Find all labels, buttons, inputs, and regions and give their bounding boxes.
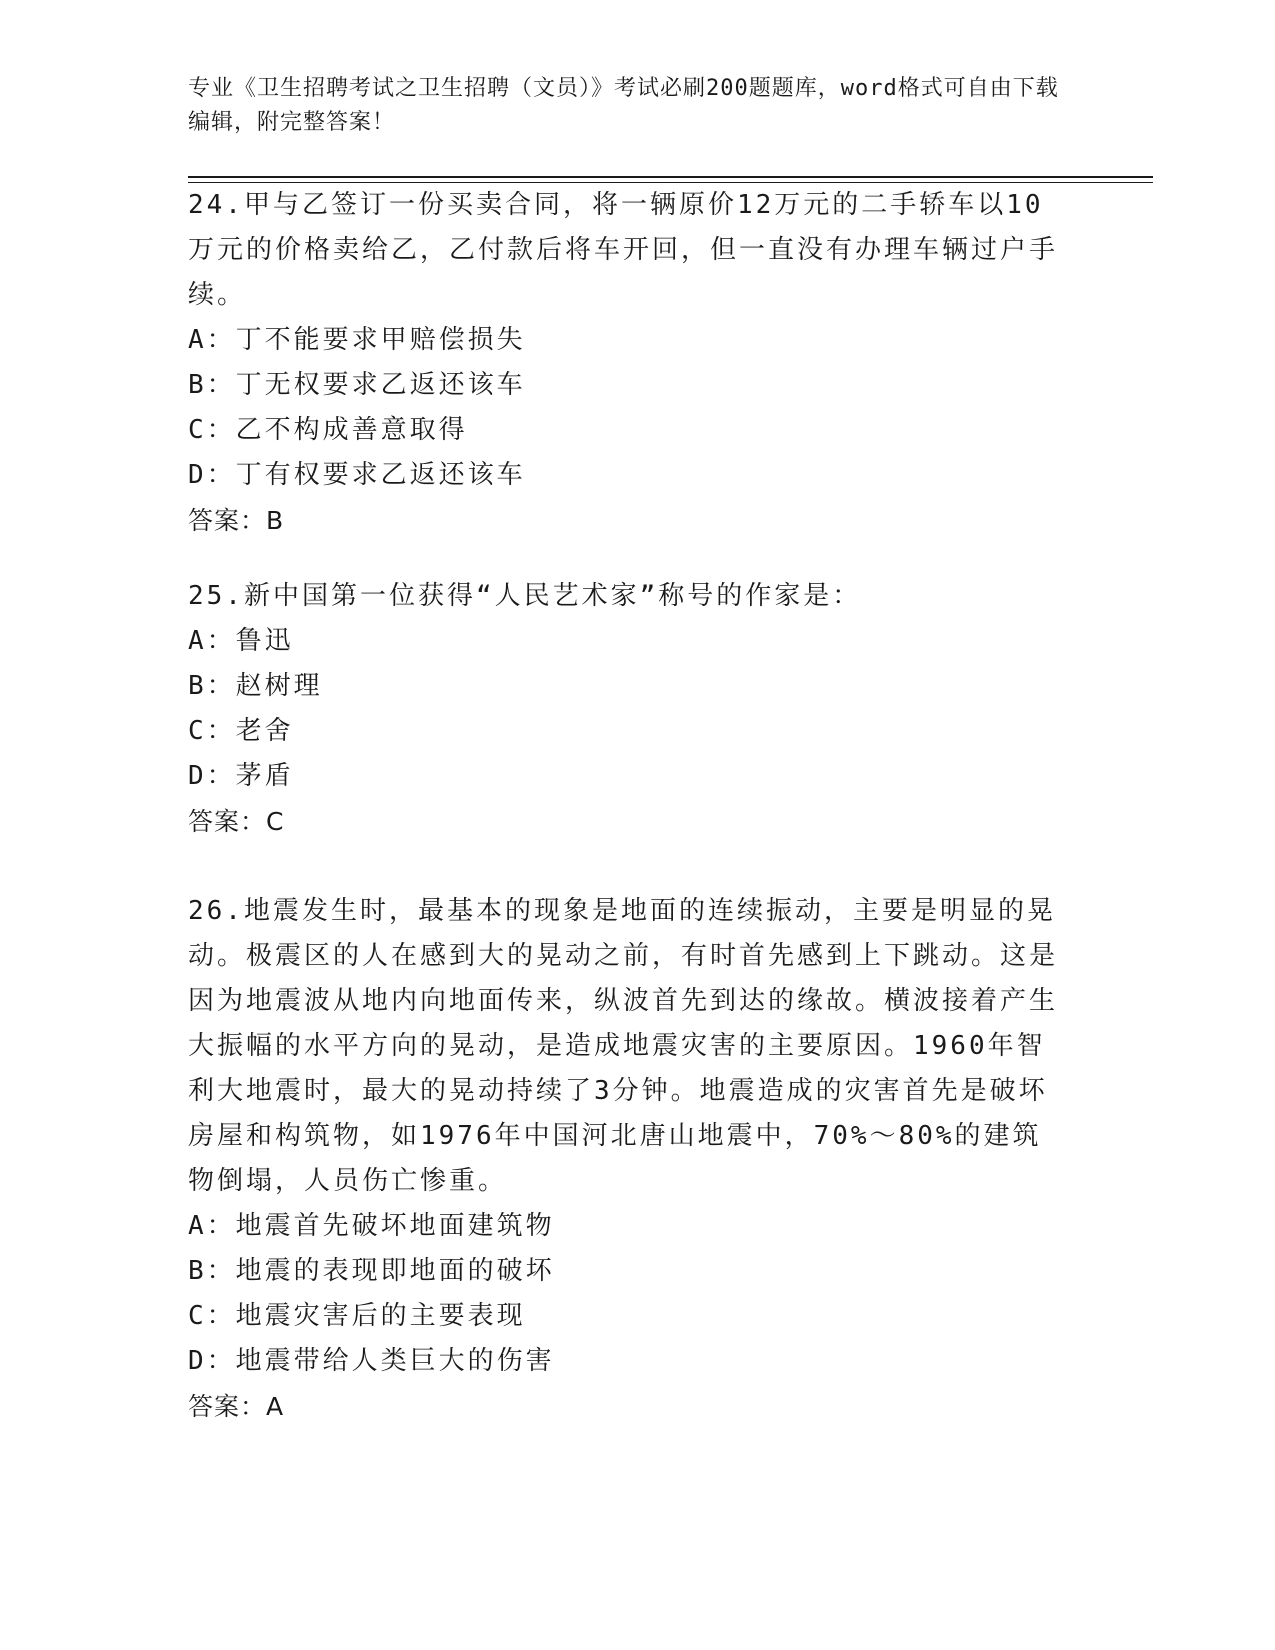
document-page: [188, 0, 1158, 1650]
option-b: B：赵树理: [188, 671, 323, 701]
question-stem: 25.新中国第一位获得“人民艺术家”称号的作家是：: [188, 581, 862, 611]
question-stem: 24.甲与乙签订一份买卖合同，将一辆原价12万元的二手轿车以10万元的价格卖给乙，乙付款后将车开回，但一直没有办理车辆过户手续。: [188, 190, 1059, 310]
answer-value: B: [266, 506, 285, 535]
header-divider-thick: [188, 176, 1153, 178]
option-c: C：地震灾害后的主要表现: [188, 1301, 526, 1331]
option-c: C：乙不构成善意取得: [188, 415, 468, 445]
question-stem: 26.地震发生时，最基本的现象是地面的连续振动，主要是明显的晃动。极震区的人在感到大的晃动之前，有时首先感到上下跳动。这是因为地震波从地内向地面传来，纵波首先到达的缘故。横波接着产生大振幅的水平方向的晃动，是造成地震灾害的主要原因。1960年智利大地震时，最大的晃动持续了3分钟。地震造成的灾害首先是破坏房屋和构筑物，如1976年中国河北唐山地震中，70%～80%的建筑物倒塌，人员伤亡惨重。: [188, 896, 1059, 1196]
option-d: D：地震带给人类巨大的伤害: [188, 1346, 555, 1376]
option-a: A：地震首先破坏地面建筑物: [188, 1211, 555, 1241]
answer-label: 答案：: [188, 1392, 267, 1421]
answer-label: 答案：: [188, 506, 267, 535]
option-b: B：丁无权要求乙返还该车: [188, 370, 526, 400]
question-24: [188, 183, 1068, 543]
option-a: A：丁不能要求甲赔偿损失: [188, 325, 526, 355]
option-d: D：茅盾: [188, 761, 294, 791]
answer-line: [188, 1384, 1068, 1429]
answer-value: C: [266, 807, 285, 836]
question-25: [188, 574, 1068, 844]
answer-value: A: [266, 1392, 285, 1421]
question-26: [188, 889, 1068, 1429]
answer-line: [188, 498, 1068, 543]
option-c: C：老舍: [188, 716, 294, 746]
option-b: B：地震的表现即地面的破坏: [188, 1256, 555, 1286]
answer-line: [188, 799, 1068, 844]
option-a: A：鲁迅: [188, 626, 294, 656]
answer-label: 答案：: [188, 807, 267, 836]
option-d: D：丁有权要求乙返还该车: [188, 460, 526, 490]
document-header: 专业《卫生招聘考试之卫生招聘（文员）》考试必刷200题题库，word格式可自由下载编辑，附完整答案！: [188, 76, 1059, 135]
